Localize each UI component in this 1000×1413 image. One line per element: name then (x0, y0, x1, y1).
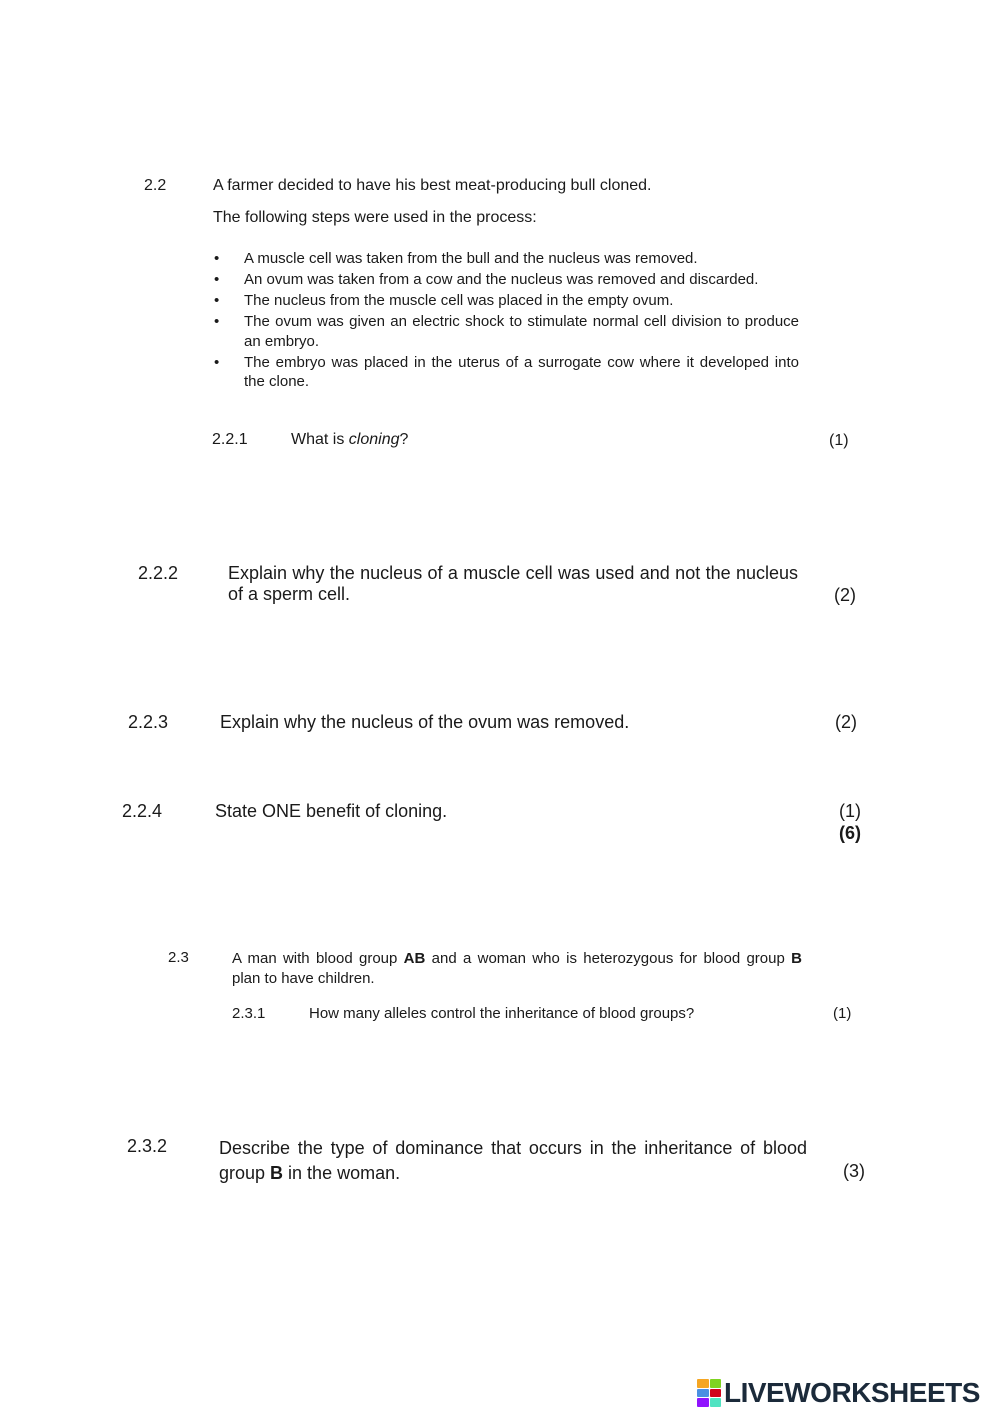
marks: (1) (839, 801, 861, 821)
steps-list (213, 249, 799, 393)
liveworksheets-logo[interactable] (697, 1377, 980, 1409)
marks: (2) (834, 585, 856, 605)
subquestion-number: 2.2.1 (212, 431, 248, 448)
question-intro: A man with blood group AB and a woman who is heterozygous for blood group B plan to have children. (232, 950, 802, 987)
subquestion-number: 2.2.3 (128, 712, 169, 732)
logo-text: LIVEWORKSHEETS (724, 1377, 980, 1408)
list-item: • The embryo was placed in the uterus of a surrogate cow where it developed into the clone. (213, 353, 799, 392)
subquestion-number: 2.3.2 (127, 1136, 168, 1156)
subquestion-text: How many alleles control the inheritance of blood groups? (309, 1005, 695, 1022)
marks: (1) (833, 1005, 852, 1022)
steps-intro: The following steps were used in the process: (213, 209, 537, 226)
subquestion-text: Explain why the nucleus of the ovum was removed. (220, 712, 630, 732)
subquestion-number: 2.3.1 (232, 1005, 266, 1022)
marks: (3) (843, 1161, 865, 1181)
list-item: • The nucleus from the muscle cell was placed in the empty ovum. (213, 291, 799, 311)
question-number: 2.3 (168, 949, 189, 966)
list-item: • An ovum was taken from a cow and the nucleus was removed and discarded. (213, 270, 799, 290)
subquestion-text: Describe the type of dominance that occurs in the inheritance of blood group B in the woman. (219, 1138, 807, 1183)
marks: (2) (835, 712, 857, 732)
subquestion-number: 2.2.4 (122, 801, 163, 821)
logo-icon (697, 1379, 721, 1407)
list-item: • The ovum was given an electric shock to stimulate normal cell division to produce an embryo. (213, 312, 799, 351)
subquestion-number: 2.2.2 (138, 563, 179, 583)
subquestion-text: Explain why the nucleus of a muscle cell was used and not the nucleus of a sperm cell. (228, 563, 798, 604)
subquestion-text: What is cloning? (291, 431, 409, 448)
list-item: • A muscle cell was taken from the bull and the nucleus was removed. (213, 249, 799, 269)
question-intro: A farmer decided to have his best meat-producing bull cloned. (213, 177, 652, 194)
question-number: 2.2 (144, 177, 167, 194)
total-marks: (6) (839, 823, 861, 843)
subquestion-text: State ONE benefit of cloning. (215, 801, 448, 821)
marks: (1) (829, 432, 849, 449)
